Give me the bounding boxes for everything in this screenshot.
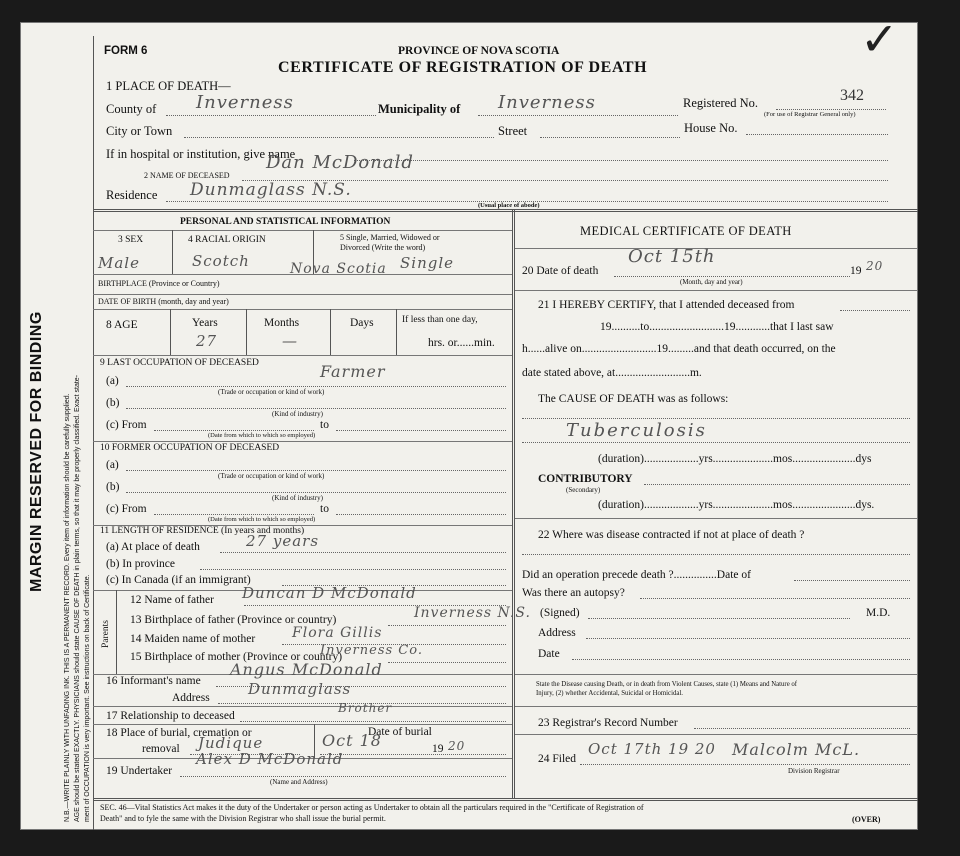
- binding-margin: [18, 22, 110, 830]
- age-label: 8 AGE: [106, 319, 138, 331]
- sex-value: Male: [98, 254, 140, 272]
- racial-origin-value: Scotch: [192, 252, 250, 270]
- margin-reserved-label: MARGIN RESERVED FOR BINDING: [28, 311, 45, 592]
- place-of-death-heading: 1 PLACE OF DEATH—: [106, 79, 231, 93]
- burial-date-label: Date of burial: [368, 726, 432, 738]
- less-than-day-label: If less than one day,: [402, 315, 478, 325]
- former-occupation-b-note: (Kind of industry): [272, 494, 323, 502]
- years-label: Years: [192, 317, 218, 329]
- father-birthplace-label: 13 Birthplace of father (Province or country): [130, 614, 337, 626]
- contributory-label: CONTRIBUTORY: [538, 473, 633, 485]
- relationship-value: Brother: [338, 701, 393, 715]
- margin-rule: [93, 36, 94, 830]
- form-title: CERTIFICATE OF REGISTRATION OF DEATH: [278, 59, 648, 76]
- former-occupation-heading: 10 FORMER OCCUPATION OF DECEASED: [100, 443, 280, 453]
- medical-heading: MEDICAL CERTIFICATE OF DEATH: [580, 224, 792, 238]
- state-disease-note-1: State the Disease causing Death, or in death from Violent Causes, state (1) Means and Nature of: [536, 681, 798, 688]
- last-occupation-b-label: (b): [106, 397, 120, 409]
- death-year-prefix: 19: [850, 265, 862, 277]
- months-value: —: [282, 332, 298, 350]
- cause-of-death-value: Tuberculosis: [566, 420, 707, 441]
- residence-at-place-value: 27 years: [246, 532, 320, 550]
- footer-line-2: Death" and to fyle the same with the Division Registrar who shall issue the burial permit.: [100, 814, 386, 823]
- death-year-value: 20: [866, 259, 884, 273]
- md-label: M.D.: [866, 607, 891, 619]
- registrar-use-note: (For use of Registrar General only): [764, 111, 856, 118]
- over-label: (OVER): [852, 815, 881, 824]
- margin-note-line-3: ment of OCCUPATION is very important. See instructions on back of Certificate.: [84, 574, 91, 822]
- former-occupation-to-label: to: [320, 503, 329, 515]
- certify-line-4: date stated above, at..........................m.: [522, 367, 702, 379]
- cause-of-death-label: The CAUSE OF DEATH was as follows:: [538, 393, 729, 405]
- checkmark-icon: ✓: [860, 12, 900, 66]
- days-label: Days: [350, 317, 374, 329]
- former-occupation-b-label: (b): [106, 481, 120, 493]
- registrar-signature: Malcolm McL.: [732, 740, 861, 759]
- date-of-birth-label: DATE OF BIRTH (month, day and year): [98, 297, 229, 306]
- duration-line-2: (duration)...................yrs.....................mos......................dys.: [598, 499, 875, 511]
- birthplace-label: BIRTHPLACE (Province or Country): [98, 279, 220, 288]
- disease-contracted-label: 22 Where was disease contracted if not at place of death ?: [538, 529, 805, 541]
- date-of-death-label: 20 Date of death: [522, 265, 599, 277]
- margin-note-line-1: N.B.—WRITE PLAINLY WITH UNFADING INK. THIS IS A PERMANENT RECORD. Every item of information should be carefully supplied.: [64, 393, 71, 822]
- marital-status-label-1: 5 Single, Married, Widowed or: [340, 233, 440, 242]
- certify-line-1: 21 I HEREBY CERTIFY, that I attended deceased from: [538, 299, 795, 311]
- mother-name-value: Flora Gillis: [292, 625, 383, 641]
- deceased-name-value: Dan McDonald: [266, 152, 414, 173]
- informant-address-value: Dunmaglass: [248, 680, 352, 698]
- house-no-label: House No.: [684, 121, 738, 135]
- undertaker-note: (Name and Address): [270, 778, 328, 786]
- burial-removal-label: removal: [142, 743, 180, 755]
- years-value: 27: [196, 332, 218, 350]
- mother-birthplace-label: 15 Birthplace of mother (Province or country): [130, 651, 343, 663]
- signed-label: (Signed): [540, 607, 580, 619]
- physician-date-label: Date: [538, 648, 560, 660]
- street-label: Street: [498, 124, 528, 138]
- last-occupation-b-note: (Kind of industry): [272, 410, 323, 418]
- burial-place-value: Judique: [198, 734, 264, 752]
- section-divider-bottom: [93, 798, 918, 801]
- undertaker-label: 19 Undertaker: [106, 765, 173, 777]
- usual-abode-note: (Usual place of abode): [478, 202, 540, 209]
- death-certificate: [20, 12, 918, 830]
- footer-line-1: SEC. 46—Vital Statistics Act makes it the duty of the Undertaker or person acting as Undertaker to obtain all the particulars required in the "Certificate of Registration of: [100, 803, 644, 812]
- municipality-label: Municipality of: [378, 102, 461, 116]
- mother-name-label: 14 Maiden name of mother: [130, 633, 256, 645]
- state-disease-note-2: Injury, (2) whether Accidental, Suicidal or Homicidal.: [536, 690, 683, 697]
- informant-address-label: Address: [172, 692, 210, 704]
- residence-at-place-label: (a) At place of death: [106, 541, 200, 553]
- operation-label: Did an operation precede death ?...............Date of: [522, 569, 751, 581]
- marital-status-label-2: Divorced (Write the word): [340, 243, 426, 252]
- father-name-label: 12 Name of father: [130, 594, 214, 606]
- informant-name-value: Angus McDonald: [230, 660, 383, 679]
- last-occupation-a-note: (Trade or occupation or kind of work): [218, 388, 325, 396]
- residence-value: Dunmaglass N.S.: [190, 180, 352, 200]
- personal-info-heading: PERSONAL AND STATISTICAL INFORMATION: [180, 217, 391, 227]
- physician-address-label: Address: [538, 627, 576, 639]
- filed-label: 24 Filed: [538, 753, 577, 765]
- last-occupation-to-label: to: [320, 419, 329, 431]
- form-number: FORM 6: [104, 45, 148, 57]
- burial-place-label: 18 Place of burial, cremation or: [106, 727, 252, 739]
- informant-name-label: 16 Informant's name: [106, 675, 201, 687]
- death-date-note: (Month, day and year): [680, 278, 743, 286]
- province-heading: PROVINCE OF NOVA SCOTIA: [398, 45, 560, 57]
- last-occupation-a-label: (a): [106, 375, 119, 387]
- county-value: Inverness: [196, 92, 294, 113]
- racial-origin-label: 4 RACIAL ORIGIN: [188, 235, 266, 245]
- duration-line-1: (duration)...................yrs.....................mos......................dys: [598, 453, 872, 465]
- residence-in-province-label: (b) In province: [106, 558, 175, 570]
- father-name-value: Duncan D McDonald: [242, 584, 417, 602]
- certify-line-2: 19..........to..........................19............that I last saw: [600, 321, 834, 333]
- residence-in-canada-label: (c) In Canada (if an immigrant): [106, 574, 251, 586]
- burial-year-prefix: 19: [432, 743, 444, 755]
- last-occupation-c-note: (Date from which to which so employed): [208, 432, 316, 439]
- division-registrar-note: Division Registrar: [788, 767, 840, 775]
- sex-label: 3 SEX: [118, 235, 144, 245]
- registered-no-label: Registered No.: [683, 96, 758, 110]
- months-label: Months: [264, 317, 300, 329]
- former-occupation-a-note: (Trade or occupation or kind of work): [218, 472, 325, 480]
- county-label: County of: [106, 102, 157, 116]
- city-label: City or Town: [106, 124, 173, 138]
- registered-no-value: 342: [840, 87, 864, 104]
- burial-year-value: 20: [448, 739, 466, 753]
- municipality-value: Inverness: [498, 92, 596, 113]
- former-occupation-a-label: (a): [106, 459, 119, 471]
- burial-date-value: Oct 18: [322, 731, 382, 750]
- last-occupation-c-label: (c) From: [106, 419, 147, 431]
- mother-birthplace-value: Inverness Co.: [320, 643, 423, 658]
- father-birthplace-value: Inverness N.S.: [414, 605, 531, 621]
- hospital-label: If in hospital or institution, give name: [106, 147, 296, 161]
- last-occupation-heading: 9 LAST OCCUPATION OF DECEASED: [100, 358, 259, 368]
- former-occupation-c-label: (c) From: [106, 503, 147, 515]
- margin-note-line-2: AGE should be stated EXACTLY. PHYSICIANS should state CAUSE OF DEATH in plain terms, so that it may be properly classified. Exact state-: [74, 374, 81, 822]
- certify-line-3: h......alive on..........................19.........and that death occurred, on the: [522, 343, 836, 355]
- residence-length-heading: 11 LENGTH OF RESIDENCE (In years and months): [100, 526, 305, 536]
- name-of-deceased-label: 2 NAME OF DECEASED: [144, 171, 230, 180]
- secondary-note: (Secondary): [566, 486, 601, 494]
- marital-status-value: Single: [400, 254, 455, 272]
- date-of-death-value: Oct 15th: [628, 246, 716, 267]
- former-occupation-c-note: (Date from which to which so employed): [208, 516, 316, 523]
- last-occupation-value: Farmer: [320, 362, 386, 381]
- undertaker-value: Alex D McDonald: [196, 750, 344, 768]
- parents-side-label: Parents: [101, 620, 111, 648]
- autopsy-label: Was there an autopsy?: [522, 587, 625, 599]
- birthplace-value: Nova Scotia: [290, 261, 387, 277]
- hrs-min-label: hrs. or......min.: [428, 337, 495, 349]
- residence-label: Residence: [106, 188, 158, 202]
- filed-value: Oct 17th 19 20: [588, 740, 716, 758]
- column-divider: [512, 209, 515, 798]
- relationship-label: 17 Relationship to deceased: [106, 710, 235, 722]
- registrar-record-label: 23 Registrar's Record Number: [538, 717, 678, 729]
